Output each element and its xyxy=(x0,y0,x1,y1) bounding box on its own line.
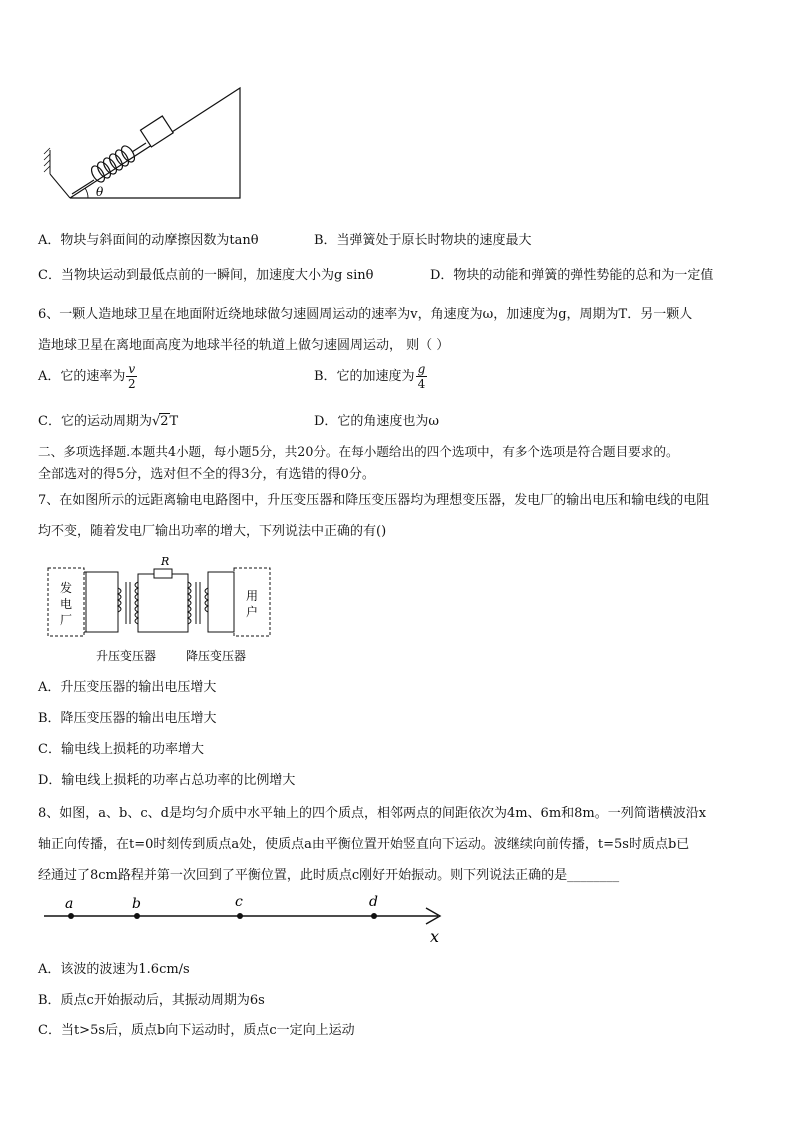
q7-stem-line1: 7、在如图所示的远距离输电电路图中，升压变压器和降压变压器均为理想变压器，发电厂的输出电压和输电线的电阻 xyxy=(38,493,710,508)
q7-option-b: B．降压变压器的输出电压增大 xyxy=(38,711,217,726)
q6-option-b xyxy=(314,360,428,394)
x-axis-label: x xyxy=(430,927,440,946)
q8-option-a: A．该波的波速为1.6cm/s xyxy=(38,962,190,977)
point-d-label: d xyxy=(369,894,378,910)
q6-option-a-label: A．它的速率为 xyxy=(38,369,126,384)
q6-option-a xyxy=(38,360,138,394)
step-up-transformer-label: 升压变压器 xyxy=(96,649,157,663)
q7-option-d: D．输电线上损耗的功率占总功率的比例增大 xyxy=(38,773,296,788)
q6-stem-line2: 造地球卫星在离地面高度为地球半径的轨道上做匀速圆周运动， 则（ ） xyxy=(38,338,450,353)
q7-option-c: C．输电线上损耗的功率增大 xyxy=(38,742,204,757)
resistor-label: R xyxy=(161,555,170,568)
q6-option-b-label: B．它的加速度为 xyxy=(314,369,415,384)
plant-label-char1: 发 xyxy=(60,581,73,595)
theta-label: θ xyxy=(96,185,104,199)
q6-option-c-label: C．它的运动周期为 xyxy=(38,414,152,429)
point-c-label: c xyxy=(235,894,243,910)
q5-option-b: B．当弹簧处于原长时物块的速度最大 xyxy=(314,233,532,248)
point-b-label: b xyxy=(132,896,141,912)
point-a-label: a xyxy=(65,896,74,912)
q8-option-b: B．质点c开始振动后，其振动周期为6s xyxy=(38,993,265,1008)
fraction-v-over-2 xyxy=(126,362,137,391)
q6-stem-line1: 6、一颗人造地球卫星在地面附近绕地球做匀速圆周运动的速率为v，角速度为ω，加速度为g，周期为T．另一颗人 xyxy=(38,307,693,322)
q7-option-a: A．升压变压器的输出电压增大 xyxy=(38,680,217,695)
q8-stem-line2: 轴正向传播，在t=0时刻传到质点a处，使质点a由平衡位置开始竖直向下运动。波继续向前传播，t=5s时质点b已 xyxy=(38,837,690,852)
user-label-char1: 用 xyxy=(246,589,259,603)
q8-option-c: C．当t>5s后，质点b向下运动时，质点c一定向上运动 xyxy=(38,1023,355,1038)
fraction-denominator: 2 xyxy=(127,377,136,391)
step-down-transformer-label: 降压变压器 xyxy=(186,649,247,663)
q8-stem-line1: 8、如图，a、b、c、d是均匀介质中水平轴上的四个质点，相邻两点的间距依次为4m、6m和8m。一列简谐横波沿x xyxy=(38,806,707,821)
sqrt-symbol: √ xyxy=(151,414,161,429)
section2-instructions-line1: 二、多项选择题.本题共4小题，每小题5分，共20分。在每小题给出的四个选项中，有多个选项是符合题目要求的。 xyxy=(38,444,679,459)
incline-spring-figure xyxy=(40,82,250,204)
fraction-numerator: g xyxy=(417,362,426,376)
q6-option-c xyxy=(38,410,178,429)
q5-option-d: D．物块的动能和弹簧的弹性势能的总和为一定值 xyxy=(430,268,714,283)
q6-option-c-suffix: T xyxy=(169,414,179,429)
q6-option-d: D．它的角速度也为ω xyxy=(314,414,440,429)
q5-option-a: A．物块与斜面间的动摩擦因数为tanθ xyxy=(38,233,259,248)
q8-stem-line3: 经通过了8cm路程并第一次回到了平衡位置，此时质点c刚好开始振动。则下列说法正确的是________ xyxy=(38,868,620,883)
fraction-numerator: v xyxy=(128,362,136,376)
q7-stem-line2: 均不变，随着发电厂输出功率的增大，下列说法中正确的有() xyxy=(38,524,387,539)
plant-label-char3: 厂 xyxy=(60,613,73,627)
power-transmission-figure xyxy=(44,552,274,668)
fraction-g-over-4 xyxy=(416,362,428,391)
q5-option-c: C．当物块运动到最低点前的一瞬间，加速度大小为g sinθ xyxy=(38,268,374,283)
user-label-char2: 户 xyxy=(246,605,259,619)
sqrt-radicand: 2 xyxy=(160,414,169,429)
section2-instructions-line2: 全部选对的得5分，选对但不全的得3分，有选错的得0分。 xyxy=(38,467,375,482)
fraction-denominator: 4 xyxy=(417,377,426,391)
plant-label-char2: 电 xyxy=(60,597,73,611)
wave-axis-figure xyxy=(40,890,450,946)
